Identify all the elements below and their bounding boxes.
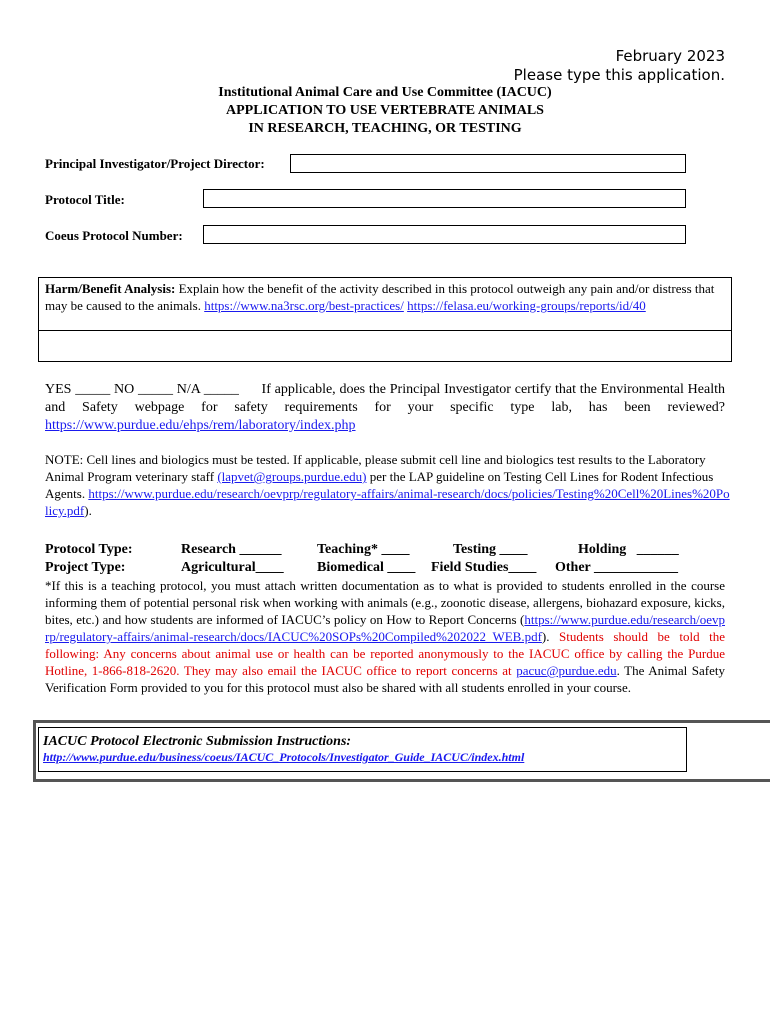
pi-input[interactable] [290,154,686,173]
coeus-input[interactable] [203,225,686,244]
protocol-type-research[interactable]: Research ______ [181,542,282,557]
ehs-question: If applicable, does the Principal Investigator certify that the Environmental Health and Safety webpage for safety requirements for your specific type lab, has been reviewed? [45,382,725,415]
harm-benefit-box [38,277,732,362]
teaching-note-text: *If this is a teaching protocol, you must attach written documentation as to what is provided to students enrolled in the course informing them of potential personal risk when working with animals (e.g., zoonotic disease, allergens, biohazard exposure, kicks, bites, etc.) and how students are informed of IACUC’s policy on How to Report Concerns ( [45,578,725,627]
harm-benefit-instructions [39,278,731,330]
note-text: NOTE: Cell lines and biologics must be tested. If applicable, please submit cell line and biologics test results to the Laboratory Animal Program veterinary staff [45,452,706,484]
teaching-note-text-3: . The Animal Safety Verification Form provided to you for this protocol must also be shared with all students enrolled in your course. [45,663,726,695]
project-type-other[interactable]: Other ____________ [555,560,679,575]
ehs-link[interactable]: https://www.purdue.edu/ehps/rem/laboratory/index.php [45,418,356,433]
harm-benefit-label: Harm/Benefit Analysis: [45,281,176,296]
felasa-link[interactable]: https://felasa.eu/working-groups/reports/id/40 [407,298,646,313]
harm-benefit-response[interactable] [39,330,731,362]
protocol-title-label: Protocol Title: [45,192,125,207]
document-date: February 2023 [615,47,725,65]
ehs-section [45,381,725,435]
type-instruction: Please type this application. [513,66,725,84]
report-concerns-text: Students should be told the following: Any concerns about animal use or health can be reported anonymously to the IACUC office by calling the Purdue Hotline, 1-866-818-2620. They may also email the IACUC office to report concerns at [45,629,725,678]
ehs-yes-no-na[interactable]: YES _____ NO _____ N/A _____ [45,382,239,397]
project-type-field-studies[interactable]: Field Studies____ [431,560,537,575]
submission-box [38,727,687,772]
project-type-label: Project Type: [45,560,126,575]
protocol-title-input[interactable] [203,189,686,208]
submission-title: IACUC Protocol Electronic Submission Instructions: [43,734,352,749]
lapvet-email-link[interactable]: (lapvet@groups.purdue.edu) [217,469,367,484]
protocol-type-holding[interactable]: Holding ______ [578,542,679,557]
application-title-line2: IN RESEARCH, TEACHING, OR TESTING [248,121,522,136]
application-title-line1: APPLICATION TO USE VERTEBRATE ANIMALS [226,103,544,118]
note-end: ). [84,503,92,518]
coeus-guide-link[interactable]: http://www.purdue.edu/business/coeus/IACUC_Protocols/Investigator_Guide_IACUC/index.html [43,750,525,764]
pi-label: Principal Investigator/Project Director: [45,156,265,171]
protocol-type-testing[interactable]: Testing ____ [453,542,528,557]
coeus-label: Coeus Protocol Number: [45,228,183,243]
note-text-2: per the LAP guideline on Testing Cell Lines for Rodent Infectious Agents. [45,469,714,501]
teaching-note [45,577,725,696]
note-section [45,451,730,519]
pacuc-email-link[interactable]: pacuc@purdue.edu [516,663,617,678]
committee-name: Institutional Animal Care and Use Committee (IACUC) [218,85,552,100]
iacuc-sops-link[interactable]: https://www.purdue.edu/research/oevprp/regulatory-affairs/animal-research/docs/IACUC%20SOPs%20Compiled%202022_WEB.pdf [45,612,725,644]
harm-benefit-text: Explain how the benefit of the activity described in this protocol outweigh any pain and/or distress that may be caused to the animals. [45,281,715,313]
project-type-agricultural[interactable]: Agricultural____ [181,560,284,575]
protocol-type-teaching[interactable]: Teaching* ____ [317,542,410,557]
project-type-biomedical[interactable]: Biomedical ____ [317,560,416,575]
na3rsc-link[interactable]: https://www.na3rsc.org/best-practices/ [204,298,404,313]
cell-lines-policy-link[interactable]: https://www.purdue.edu/research/oevprp/regulatory-affairs/animal-research/docs/policies/Testing%20Cell%20Lines%20Policy.pdf [45,486,730,518]
teaching-note-text-2: ). [541,629,550,644]
protocol-type-label: Protocol Type: [45,542,133,557]
